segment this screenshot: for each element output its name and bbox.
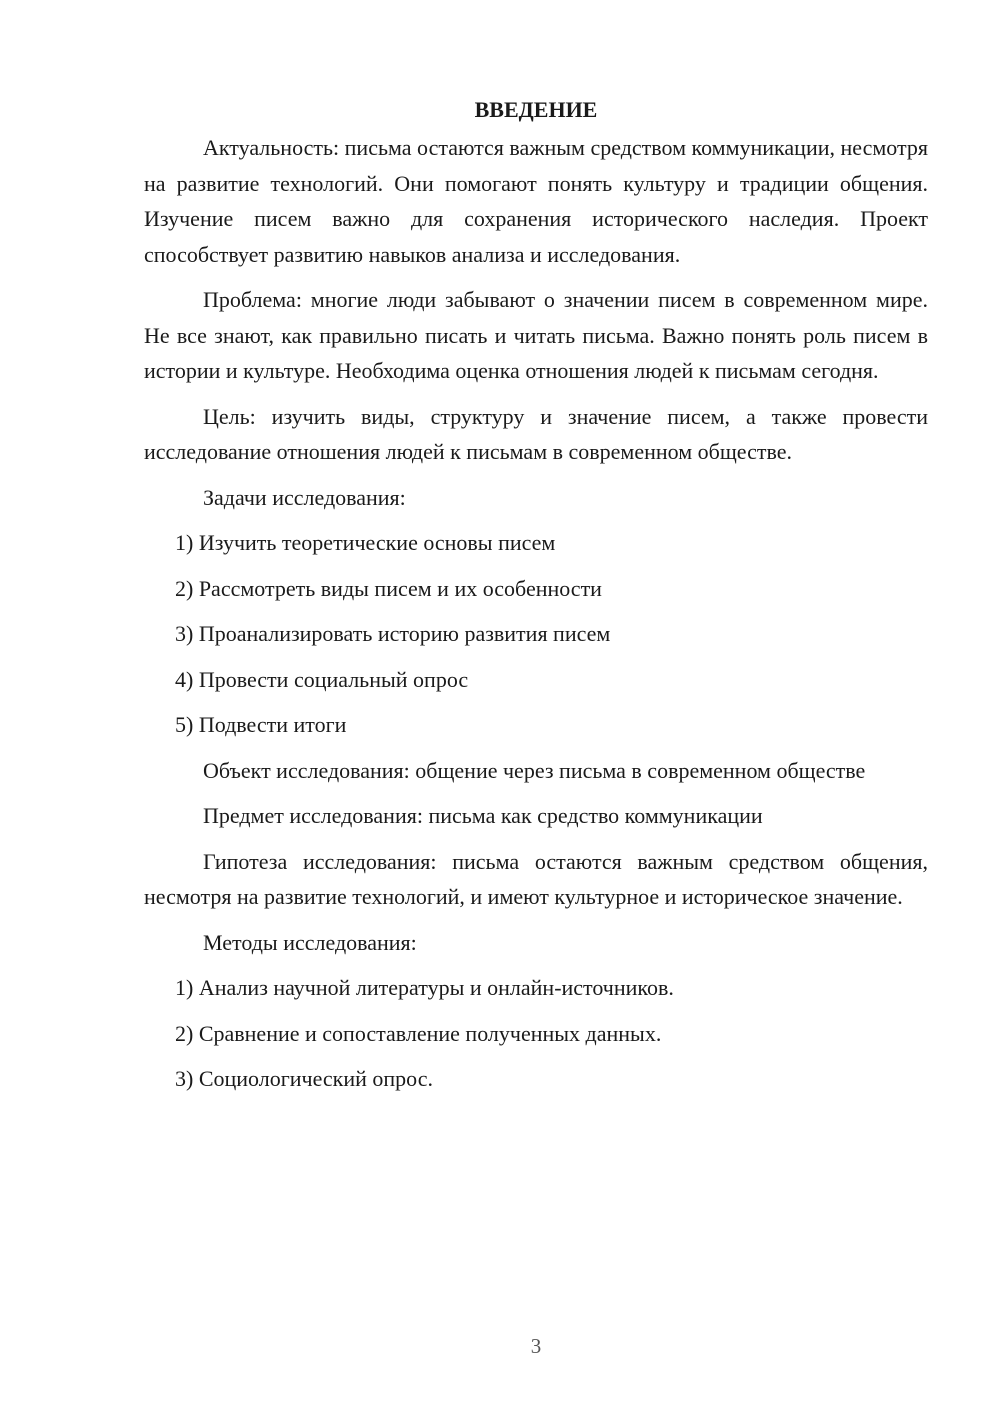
page-number: 3 bbox=[530, 1334, 542, 1358]
tasks-heading: Задачи исследования: bbox=[203, 484, 406, 510]
task-item: 5) Подвести итоги bbox=[175, 712, 347, 737]
task-item: 2) Рассмотреть виды писем и их особенности bbox=[175, 575, 602, 601]
document-page bbox=[144, 95, 928, 1107]
task-item: 1) Изучить теоретические основы писем bbox=[175, 530, 556, 555]
task-item: 3) Проанализировать историю развития писем bbox=[175, 621, 611, 646]
section-title: ВВЕДЕНИЕ bbox=[474, 97, 598, 122]
methods-heading: Методы исследования: bbox=[203, 929, 417, 955]
problem-paragraph: Проблема: многие люди забывают о значении писем в современном мире. Не все знают, как правильно писать и читать письма. Важно понять роль писем в истории и культуре. Необходима оценка отношения людей к письмам сегодня. bbox=[144, 287, 928, 383]
actuality-paragraph: Актуальность: письма остаются важным средством коммуникации, несмотря на развитие технологий. Они помогают понять культуру и традиции общения. Изучение писем важно для сохранения исторического наследия. Проект способствует развитию навыков анализа и исследования. bbox=[144, 135, 928, 267]
method-item: 1) Анализ научной литературы и онлайн-источников. bbox=[175, 975, 674, 1000]
object-paragraph: Объект исследования: общение через письма в современном обществе bbox=[203, 757, 866, 783]
methods-list bbox=[144, 970, 928, 1097]
goal-paragraph: Цель: изучить виды, структуру и значение писем, а также провести исследование отношения людей к письмам в современном обществе. bbox=[144, 403, 928, 464]
task-item: 4) Провести социальный опрос bbox=[175, 666, 469, 692]
method-item: 2) Сравнение и сопоставление полученных данных. bbox=[175, 1020, 662, 1046]
method-item: 3) Социологический опрос. bbox=[175, 1066, 433, 1091]
subject-paragraph: Предмет исследования: письма как средство коммуникации bbox=[203, 803, 763, 828]
hypothesis-paragraph: Гипотеза исследования: письма остаются важным средством общения, несмотря на развитие технологий, и имеют культурное и историческое значение. bbox=[144, 848, 928, 909]
tasks-list bbox=[144, 525, 928, 743]
